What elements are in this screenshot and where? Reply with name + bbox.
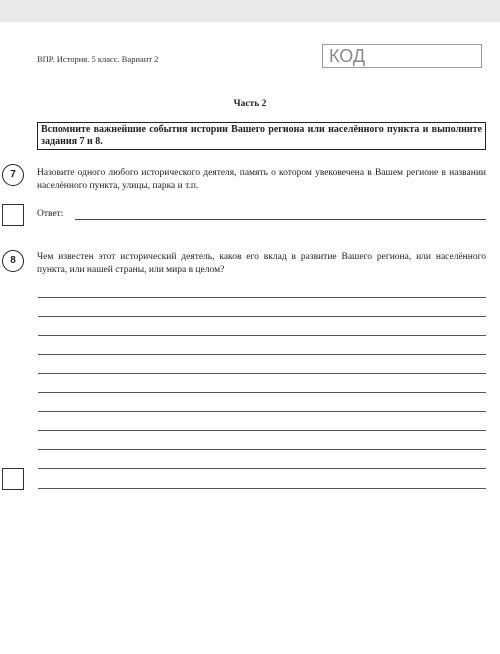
answer-line[interactable] (38, 392, 486, 393)
answer-line[interactable] (38, 449, 486, 450)
part-title: Часть 2 (233, 99, 267, 109)
document-header: ВПР. История. 5 класс. Вариант 2 (37, 54, 159, 64)
code-field[interactable]: КОД (322, 44, 482, 68)
answer-line[interactable] (38, 468, 486, 469)
answer-label: Ответ: (37, 209, 64, 219)
instruction-box: Вспомните важнейшие события истории Вашего региона или населённого пункта и выполните задания 7 и 8. (37, 122, 486, 150)
answer-line[interactable] (38, 411, 486, 412)
answer-line[interactable] (38, 373, 486, 374)
task-8-text: Чем известен этот исторический деятель, каков его вклад в развитие Вашего региона, или населённого пункта, или нашей страны, или мира в целом? (37, 252, 486, 275)
answer-line[interactable] (38, 316, 486, 317)
task-8-score-box[interactable] (2, 468, 24, 490)
task-8-number: 8 (2, 250, 24, 272)
answer-line[interactable] (38, 297, 486, 298)
task-7-number: 7 (2, 164, 24, 186)
answer-line[interactable] (38, 488, 486, 489)
task-7-text: Назовите одного любого исторического деятеля, память о котором увековечена в Вашем регионе в названии населённого пункта, улицы, парка и т.п. (37, 168, 486, 191)
answer-line[interactable] (75, 219, 486, 220)
task-7-answer-row[interactable] (37, 209, 486, 221)
answer-line[interactable] (38, 430, 486, 431)
answer-line[interactable] (38, 335, 486, 336)
answer-line[interactable] (38, 354, 486, 355)
task-7-score-box[interactable] (2, 204, 24, 226)
top-bar (0, 0, 500, 22)
